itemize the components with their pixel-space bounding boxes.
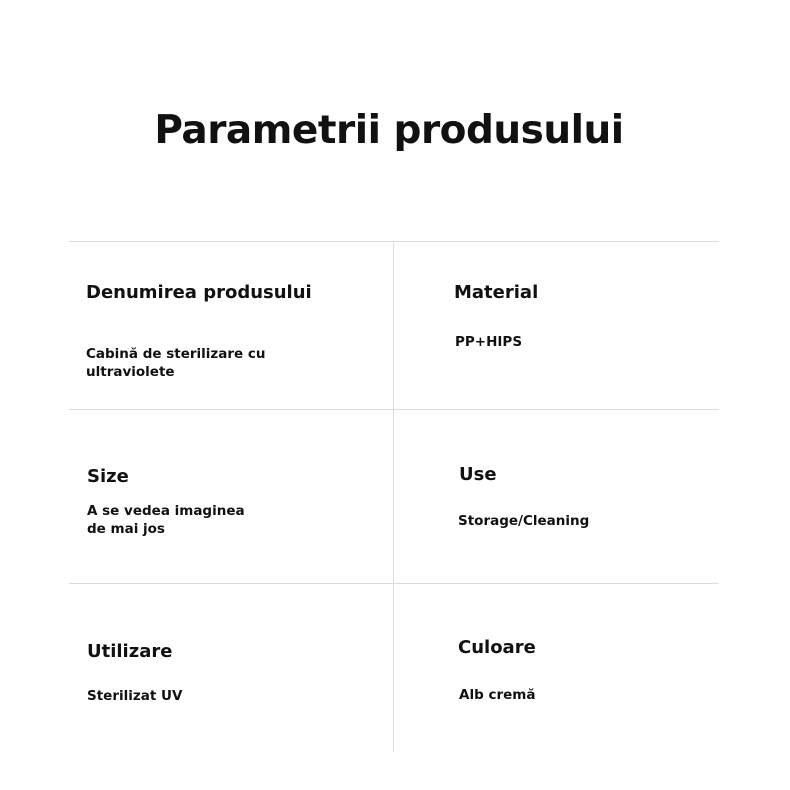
column-divider bbox=[393, 242, 394, 752]
param-label-material: Material bbox=[454, 282, 539, 303]
param-value-usage: Sterilizat UV bbox=[87, 688, 183, 704]
param-value-color: Alb cremă bbox=[459, 687, 536, 703]
param-label-product-name: Denumirea produsului bbox=[86, 282, 312, 303]
param-label-color: Culoare bbox=[458, 637, 536, 658]
param-label-size: Size bbox=[87, 466, 129, 487]
page-title: Parametrii produsului bbox=[154, 108, 624, 153]
table-top-divider bbox=[69, 241, 719, 242]
param-value-use: Storage/Cleaning bbox=[458, 513, 590, 529]
row-divider-2 bbox=[69, 583, 719, 584]
param-value-material: PP+HIPS bbox=[455, 334, 523, 350]
param-value-product-name: Cabină de sterilizare cu ultraviolete bbox=[86, 346, 266, 380]
param-label-use: Use bbox=[459, 464, 497, 485]
param-label-usage: Utilizare bbox=[87, 641, 173, 662]
row-divider-1 bbox=[69, 409, 719, 410]
param-value-size: A se vedea imaginea de mai jos bbox=[87, 503, 245, 537]
